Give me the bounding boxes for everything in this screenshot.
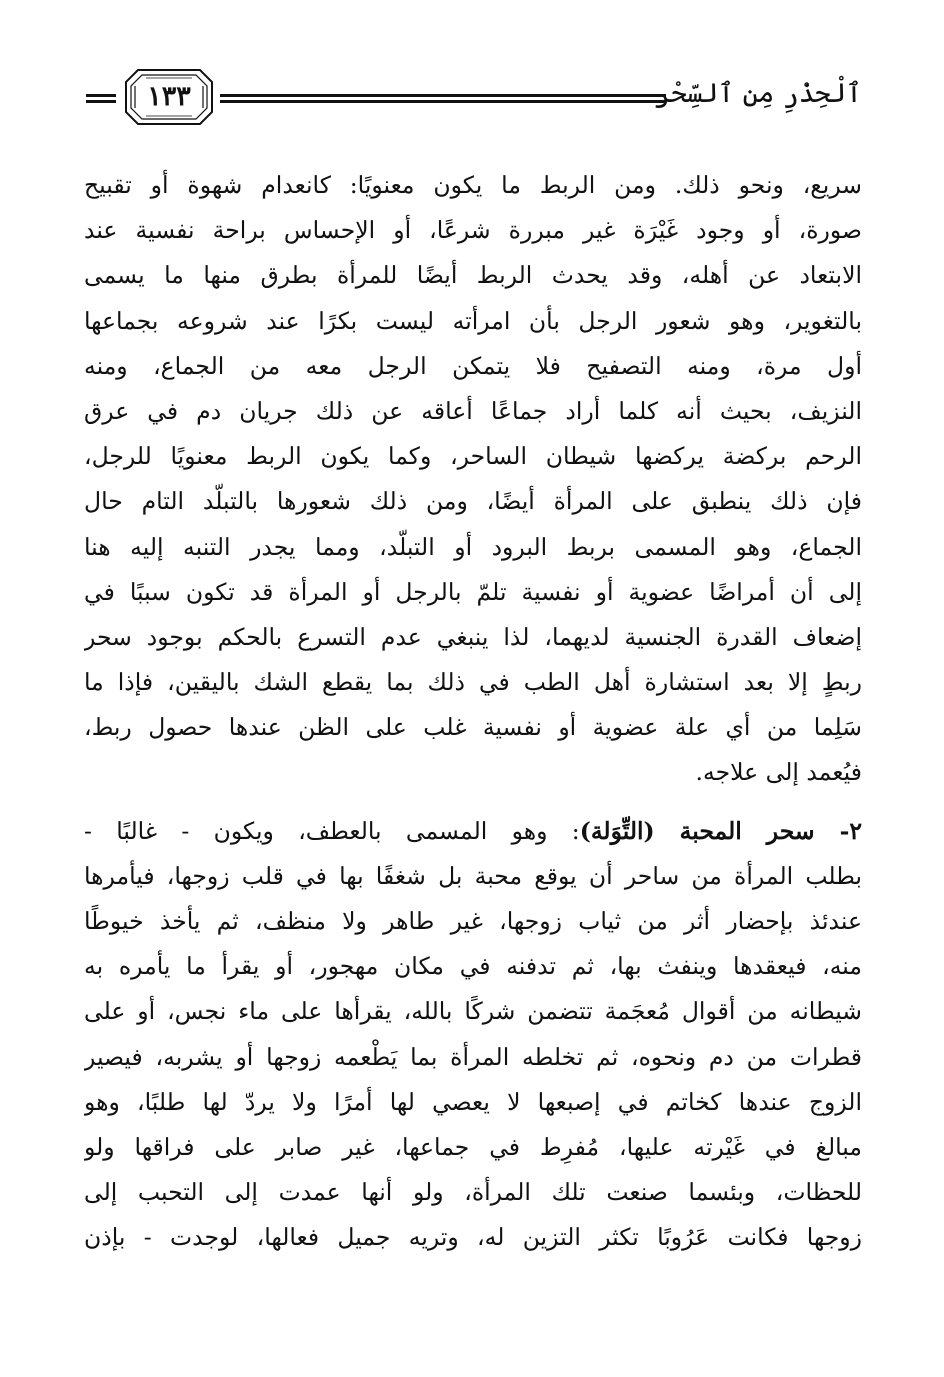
book-title: ٱلْحِذْرِ مِن ٱلسِّحْر [654, 78, 862, 109]
paragraph-2 [84, 809, 862, 1261]
header-rule-short [86, 94, 116, 103]
text-line: صورة، أو وجود غَيْرَة غير مبررة شرعًا، أو الإحساس براحة نفسية عند [84, 216, 862, 245]
text-line: سريع، ونحو ذلك. ومن الربط ما يكون معنويًا: كانعدام شهوة أو تقبيح [84, 171, 862, 199]
text-line: الابتعاد عن أهله، وقد يحدث الربط أيضًا للمرأة بطرق منها ما يسمى [84, 261, 862, 290]
header-rule-long [220, 94, 666, 103]
page-number-frame [124, 68, 214, 126]
text-line: أول مرة، ومنه التصفيح فلا يتمكن الرجل معه من الجماع، ومنه [84, 351, 862, 380]
text-line: سَلِما من أي علة عضوية أو نفسية غلب على الظن عندها حصول ربط، [84, 713, 862, 742]
section-heading-continuation: : وهو المسمى بالعطف، ويكون - غالبًا - [84, 816, 580, 845]
text-line: بطلب المرأة من ساحر أن يوقع محبة بل شغفًا بها في قلب زوجها، فيأمرها [84, 861, 862, 890]
text-line: إلى أن أمراضًا عضوية أو نفسية تلمّ بالرجل أو المرأة قد تكون سببًا في [84, 577, 862, 606]
paragraph-1 [84, 163, 862, 796]
text-line: زوجها فكانت عَرُوبًا تكثر التزين له، وتريه جميل فعالها، لوجدت - بإذن [84, 1223, 862, 1252]
running-header [86, 68, 862, 128]
text-line: الزوج عندها كخاتم في إصبعها لا يعصي لها أمرًا ولا يردّ لها طلبًا، وهو [84, 1087, 862, 1116]
text-line: فيُعمد إلى علاجه. [695, 758, 862, 787]
body-text [84, 163, 862, 1261]
text-line: إضعاف القدرة الجنسية لديهما، لذا ينبغي عدم التسرع بالحكم بوجود سحر [84, 622, 862, 651]
text-line: بالتغوير، وهو شعور الرجل بأن امرأته ليست بكرًا عند شروعه بجماعها [84, 306, 862, 335]
text-line: النزيف، بحيث أنه كلما أراد جماعًا أعاقه عن ذلك جريان دم في عرق [84, 396, 862, 425]
page-number: ١٣٣ [147, 81, 191, 112]
text-line: للحظات، وبئسما صنعت تلك المرأة، ولو أنها عمدت إلى التحبب إلى [84, 1178, 862, 1207]
text-line: منه، فيعقدها وينفث بها، ثم تدفنه في مكان مهجور، أو يقرأ ما يأمره به [84, 952, 862, 981]
text-line: مبالغ في غَيْرته عليها، مُفرِط في جماعها، غير صابر على فراقها ولو [84, 1132, 862, 1161]
text-line: فإن ذلك ينطبق على المرأة أيضًا، ومن ذلك شعورها بالتبلّد التام حال [84, 487, 862, 516]
section-heading: ٢- سحر المحبة (التِّوَلة) [579, 816, 862, 845]
text-line: عندئذ بإحضار أثر من ثياب زوجها، غير طاهر ولا منظف، ثم يأخذ خيوطًا [84, 907, 862, 935]
paragraph-gap [84, 796, 862, 809]
text-line: الرحم بركضة يركضها شيطان الساحر، وكما يكون الربط معنويًا للرجل، [84, 442, 862, 471]
text-line: شيطانه من أقوال مُعجَمة تتضمن شركًا بالله، يقرأها على ماء نجس، أو على [84, 997, 862, 1026]
text-line: قطرات من دم ونحوه، ثم تخلطه المرأة بما يَطْعمه زوجها أو يشربه، فيصير [84, 1042, 862, 1071]
text-line: ربطٍ إلا بعد استشارة أهل الطب في ذلك بما يقطع الشك باليقين، فإذا ما [84, 668, 862, 697]
text-line: الجماع، وهو المسمى بربط البرود أو التبلّد، ومما يجدر التنبه إليه هنا [84, 532, 862, 561]
section-first-line [84, 809, 862, 854]
